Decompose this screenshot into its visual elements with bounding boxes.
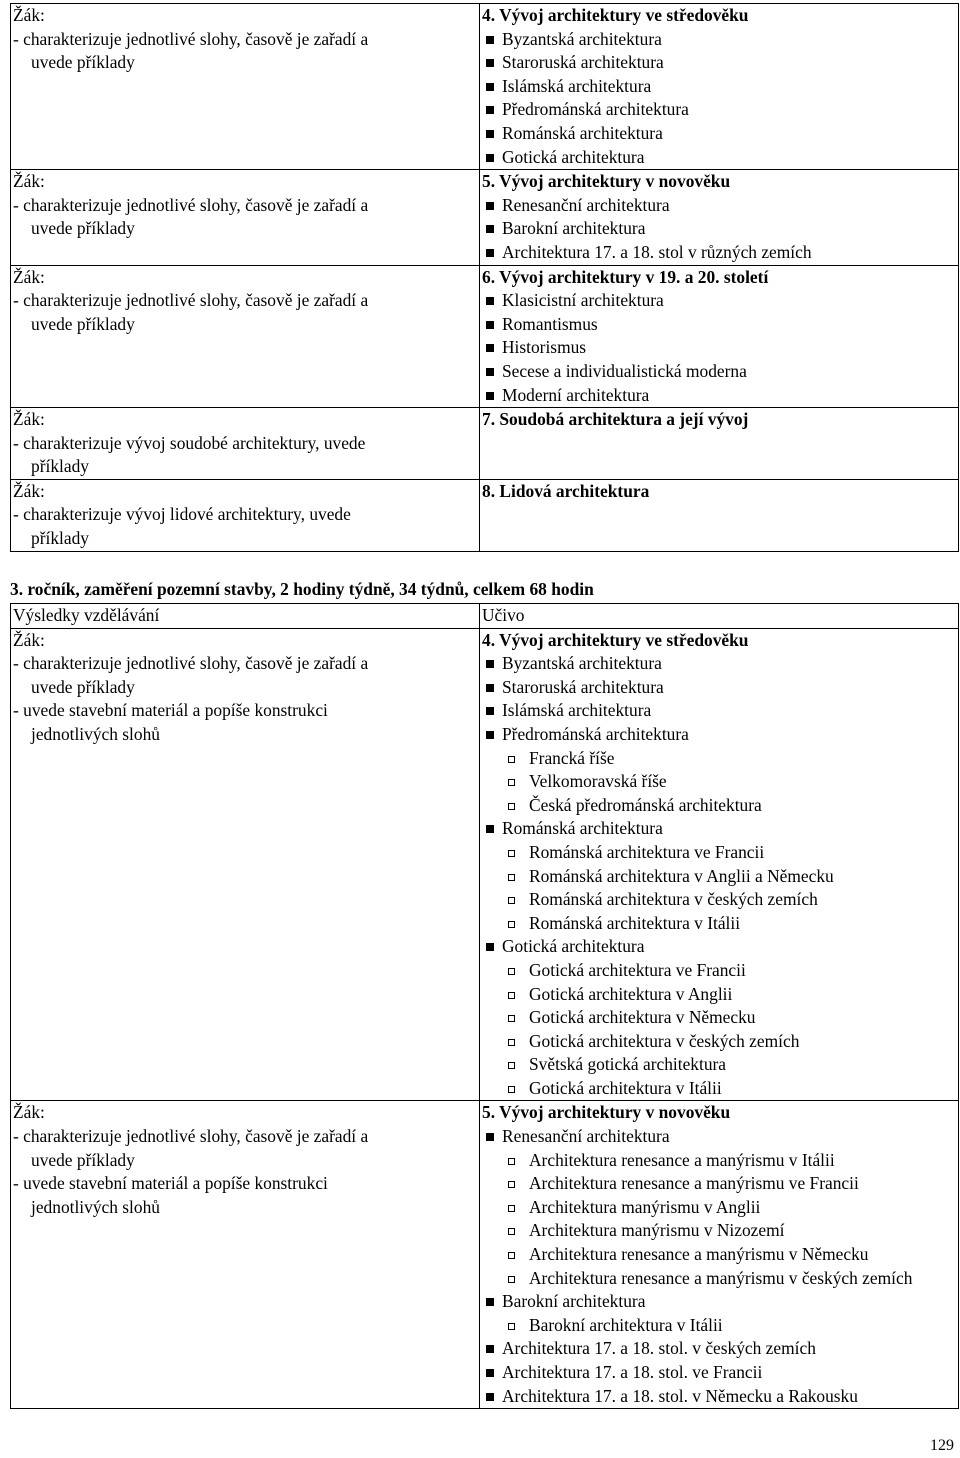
sub-list-item: Architektura renesance a manýrismu ve Francii bbox=[482, 1172, 958, 1196]
table-header-row bbox=[11, 604, 959, 629]
list-item: Předrománská architektura bbox=[482, 723, 958, 747]
list-item: Secese a individualistická moderna bbox=[482, 360, 958, 384]
student-label: Žák: bbox=[13, 629, 45, 650]
student-label: Žák: bbox=[13, 5, 45, 25]
hollow-square-bullet-icon bbox=[508, 756, 515, 763]
sub-list-item: Architektura renesance a manýrismu v českých zemích bbox=[482, 1267, 958, 1291]
outcome-text: uvede příklady bbox=[31, 52, 135, 73]
topic-heading: 5. Vývoj architektury v novověku bbox=[482, 171, 731, 192]
outcome-text: uvede příklady bbox=[31, 1149, 135, 1170]
list-item: Romantismus bbox=[482, 313, 958, 337]
table-row bbox=[11, 4, 959, 170]
square-bullet-icon bbox=[486, 225, 494, 233]
outcome-text: - charakterizuje jednotlivé slohy, časově je zařadí a bbox=[13, 653, 369, 674]
square-bullet-icon bbox=[486, 36, 494, 44]
list-item: Staroruská architektura bbox=[482, 51, 958, 75]
list-item: Románská architektura bbox=[482, 817, 958, 841]
outcomes-cell bbox=[11, 628, 480, 1101]
outcome-text: - uvede stavební materiál a popíše konstrukci bbox=[13, 700, 328, 721]
list-item: Architektura 17. a 18. stol. v českých zemích bbox=[482, 1337, 958, 1361]
content-cell bbox=[480, 628, 959, 1101]
square-bullet-icon bbox=[486, 684, 494, 692]
sub-list-item: Gotická architektura v Itálii bbox=[482, 1077, 958, 1101]
list-item: Byzantská architektura bbox=[482, 28, 958, 52]
sub-list-item: Architektura renesance a manýrismu v Německu bbox=[482, 1243, 958, 1267]
topic-heading: 5. Vývoj architektury v novověku bbox=[482, 1102, 731, 1123]
sub-list-item: Francká říše bbox=[482, 747, 958, 771]
square-bullet-icon bbox=[486, 943, 494, 951]
hollow-square-bullet-icon bbox=[508, 992, 515, 999]
content-cell bbox=[480, 408, 959, 480]
list-item: Klasicistní architektura bbox=[482, 289, 958, 313]
list-item: Barokní architektura bbox=[482, 217, 958, 241]
student-label: Žák: bbox=[13, 1102, 45, 1123]
topic-heading: 6. Vývoj architektury v 19. a 20. století bbox=[482, 266, 769, 287]
hollow-square-bullet-icon bbox=[508, 1158, 515, 1165]
list-item: Gotická architektura bbox=[482, 146, 958, 170]
list-item: Románská architektura bbox=[482, 122, 958, 146]
sub-list-item: Gotická architektura v Anglii bbox=[482, 983, 958, 1007]
content-cell bbox=[480, 265, 959, 408]
square-bullet-icon bbox=[486, 1298, 494, 1306]
hollow-square-bullet-icon bbox=[508, 897, 515, 904]
hollow-square-bullet-icon bbox=[508, 1323, 515, 1330]
hollow-square-bullet-icon bbox=[508, 1039, 515, 1046]
sub-list-item: Světská gotická architektura bbox=[482, 1053, 958, 1077]
hollow-square-bullet-icon bbox=[508, 921, 515, 928]
list-item: Historismus bbox=[482, 336, 958, 360]
student-label: Žák: bbox=[13, 480, 45, 501]
sub-list-item: Architektura manýrismu v Nizozemí bbox=[482, 1219, 958, 1243]
square-bullet-icon bbox=[486, 321, 494, 329]
outcomes-cell bbox=[11, 4, 480, 170]
outcome-text: - charakterizuje jednotlivé slohy, časově je zařadí a bbox=[13, 194, 369, 215]
square-bullet-icon bbox=[486, 707, 494, 715]
list-item: Staroruská architektura bbox=[482, 676, 958, 700]
sub-list-item: Gotická architektura v českých zemích bbox=[482, 1030, 958, 1054]
outcomes-cell bbox=[11, 479, 480, 551]
outcomes-cell bbox=[11, 1101, 480, 1409]
list-item: Renesanční architektura bbox=[482, 1125, 958, 1149]
table-row bbox=[11, 628, 959, 1101]
list-item: Byzantská architektura bbox=[482, 652, 958, 676]
column-header-outcomes: Výsledky vzdělávání bbox=[11, 604, 480, 629]
content-cell bbox=[480, 1101, 959, 1409]
square-bullet-icon bbox=[486, 1345, 494, 1353]
sub-list-item: Románská architektura ve Francii bbox=[482, 841, 958, 865]
outcome-text: - charakterizuje jednotlivé slohy, časově je zařadí a bbox=[13, 290, 369, 311]
square-bullet-icon bbox=[486, 1369, 494, 1377]
sub-list-item: Románská architektura v českých zemích bbox=[482, 888, 958, 912]
outcome-text: příklady bbox=[31, 528, 89, 549]
outcome-text: - charakterizuje vývoj soudobé architektury, uvede bbox=[13, 432, 366, 453]
topic-heading: 4. Vývoj architektury ve středověku bbox=[482, 5, 749, 25]
list-item: Gotická architektura bbox=[482, 935, 958, 959]
outcomes-cell bbox=[11, 265, 480, 408]
hollow-square-bullet-icon bbox=[508, 874, 515, 881]
hollow-square-bullet-icon bbox=[508, 968, 515, 975]
list-item: Architektura 17. a 18. stol v různých zemích bbox=[482, 241, 958, 265]
outcome-text: - charakterizuje vývoj lidové architektury, uvede bbox=[13, 504, 351, 525]
table-row bbox=[11, 170, 959, 265]
sub-list-item: Románská architektura v Itálii bbox=[482, 912, 958, 936]
content-cell bbox=[480, 479, 959, 551]
square-bullet-icon bbox=[486, 392, 494, 400]
outcome-text: příklady bbox=[31, 456, 89, 477]
hollow-square-bullet-icon bbox=[508, 1205, 515, 1212]
table-row bbox=[11, 265, 959, 408]
topic-heading: 7. Soudobá architektura a její vývoj bbox=[482, 409, 749, 430]
square-bullet-icon bbox=[486, 59, 494, 67]
square-bullet-icon bbox=[486, 344, 494, 352]
curriculum-table bbox=[10, 603, 959, 1409]
square-bullet-icon bbox=[486, 1133, 494, 1141]
table-row bbox=[11, 479, 959, 551]
square-bullet-icon bbox=[486, 297, 494, 305]
outcome-text: uvede příklady bbox=[31, 313, 135, 334]
outcome-text: uvede příklady bbox=[31, 676, 135, 697]
square-bullet-icon bbox=[486, 1393, 494, 1401]
list-item: Barokní architektura bbox=[482, 1290, 958, 1314]
content-cell bbox=[480, 4, 959, 170]
student-label: Žák: bbox=[13, 266, 45, 287]
list-item: Moderní architektura bbox=[482, 384, 958, 408]
hollow-square-bullet-icon bbox=[508, 1276, 515, 1283]
sub-list-item: Barokní architektura v Itálii bbox=[482, 1314, 958, 1338]
sub-list-item: Gotická architektura ve Francii bbox=[482, 959, 958, 983]
column-header-content: Učivo bbox=[480, 604, 959, 629]
outcome-text: jednotlivých slohů bbox=[31, 1196, 160, 1217]
sub-list-item: Architektura manýrismu v Anglii bbox=[482, 1196, 958, 1220]
list-item: Islámská architektura bbox=[482, 699, 958, 723]
table-row bbox=[11, 408, 959, 480]
outcomes-cell bbox=[11, 170, 480, 265]
square-bullet-icon bbox=[486, 130, 494, 138]
square-bullet-icon bbox=[486, 368, 494, 376]
student-label: Žák: bbox=[13, 171, 45, 192]
list-item: Architektura 17. a 18. stol. ve Francii bbox=[482, 1361, 958, 1385]
page-number: 129 bbox=[930, 1437, 954, 1454]
outcome-text: jednotlivých slohů bbox=[31, 723, 160, 744]
table-row bbox=[11, 1101, 959, 1409]
hollow-square-bullet-icon bbox=[508, 1062, 515, 1069]
topic-heading: 4. Vývoj architektury ve středověku bbox=[482, 629, 749, 650]
sub-list-item: Česká předrománská architektura bbox=[482, 794, 958, 818]
content-cell bbox=[480, 170, 959, 265]
sub-list-item: Architektura renesance a manýrismu v Itálii bbox=[482, 1149, 958, 1173]
hollow-square-bullet-icon bbox=[508, 1228, 515, 1235]
outcomes-cell bbox=[11, 408, 480, 480]
square-bullet-icon bbox=[486, 249, 494, 257]
square-bullet-icon bbox=[486, 106, 494, 114]
hollow-square-bullet-icon bbox=[508, 1015, 515, 1022]
sub-list-item: Gotická architektura v Německu bbox=[482, 1006, 958, 1030]
hollow-square-bullet-icon bbox=[508, 1086, 515, 1093]
section-heading: 3. ročník, zaměření pozemní stavby, 2 hodiny týdně, 34 týdnů, celkem 68 hodin bbox=[10, 579, 594, 599]
hollow-square-bullet-icon bbox=[508, 1181, 515, 1188]
square-bullet-icon bbox=[486, 825, 494, 833]
hollow-square-bullet-icon bbox=[508, 1252, 515, 1259]
square-bullet-icon bbox=[486, 83, 494, 91]
outcome-text: - charakterizuje jednotlivé slohy, časově je zařadí a bbox=[13, 28, 369, 49]
student-label: Žák: bbox=[13, 409, 45, 430]
square-bullet-icon bbox=[486, 154, 494, 162]
curriculum-table-continued bbox=[10, 3, 959, 552]
square-bullet-icon bbox=[486, 660, 494, 668]
topic-heading: 8. Lidová architektura bbox=[482, 480, 650, 501]
sub-list-item: Velkomoravská říše bbox=[482, 770, 958, 794]
list-item: Renesanční architektura bbox=[482, 194, 958, 218]
list-item: Architektura 17. a 18. stol. v Německu a Rakousku bbox=[482, 1385, 958, 1409]
hollow-square-bullet-icon bbox=[508, 850, 515, 857]
outcome-text: - charakterizuje jednotlivé slohy, časově je zařadí a bbox=[13, 1126, 369, 1147]
list-item: Předrománská architektura bbox=[482, 98, 958, 122]
outcome-text: - uvede stavební materiál a popíše konstrukci bbox=[13, 1173, 328, 1194]
hollow-square-bullet-icon bbox=[508, 779, 515, 786]
list-item: Islámská architektura bbox=[482, 75, 958, 99]
square-bullet-icon bbox=[486, 202, 494, 210]
square-bullet-icon bbox=[486, 731, 494, 739]
sub-list-item: Románská architektura v Anglii a Německu bbox=[482, 865, 958, 889]
outcome-text: uvede příklady bbox=[31, 218, 135, 239]
hollow-square-bullet-icon bbox=[508, 803, 515, 810]
